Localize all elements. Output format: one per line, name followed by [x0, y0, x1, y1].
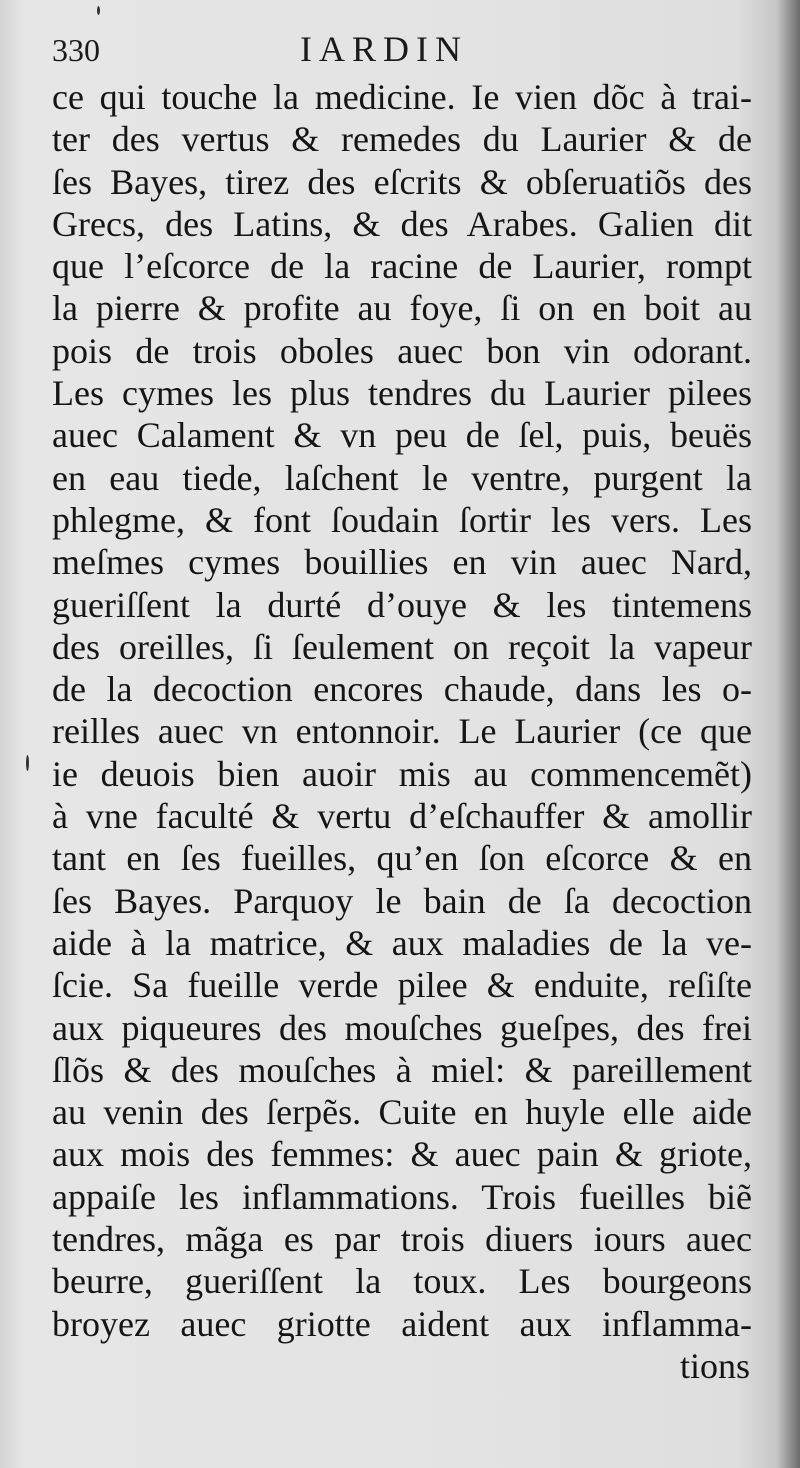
text-line: ſes Bayes, tirez des eſcrits & obſeruatiõs des: [52, 161, 752, 202]
text-line: que l’eſcorce de la racine de Laurier, rompt: [52, 246, 752, 287]
text-line: ſes Bayes. Parquoy le bain de ſa decoction: [52, 880, 752, 921]
ink-speck: [26, 755, 29, 771]
text-line: gueriſſent la durté d’ouye & les tintemens: [52, 584, 752, 625]
text-line: ce qui touche la medicine. Ie vien dõc à trai-: [52, 77, 752, 117]
text-line: beurre, gueriſſent la toux. Les bourgeons: [52, 1261, 752, 1302]
text-line: phlegme, & font ſoudain ſortir les vers. Les: [52, 499, 752, 540]
body-text: [52, 76, 752, 1387]
text-line: pois de trois oboles auec bon vin odorant.: [52, 330, 752, 371]
text-line: au venin des ſerpẽs. Cuite en huyle elle aide: [52, 1092, 752, 1133]
text-line: ſlõs & des mouſches à miel: & pareillement: [52, 1049, 752, 1090]
ink-speck: [97, 6, 100, 15]
text-line: Grecs, des Latins, & des Arabes. Galien dit: [52, 203, 752, 244]
text-line: tions: [679, 1345, 750, 1386]
text-line: en eau tiede, laſchent le ventre, purgent la: [52, 457, 752, 498]
text-line: ter des vertus & remedes du Laurier & de: [52, 119, 752, 160]
text-line: broyez auec griotte aident aux inflamma-: [52, 1303, 752, 1344]
running-head: IARDIN: [300, 29, 468, 69]
text-line: à vne faculté & vertu d’eſchauffer & amollir: [52, 796, 752, 837]
text-line: aux piqueures des mouſches gueſpes, des frei: [52, 1007, 752, 1048]
page-number: 330: [52, 32, 100, 68]
text-line: tendres, mãga es par trois diuers iours auec: [52, 1219, 752, 1260]
text-line: tant en ſes fueilles, qu’en ſon eſcorce & en: [52, 838, 752, 879]
text-line: de la decoction encores chaude, dans les o-: [52, 669, 752, 710]
text-line: meſmes cymes bouillies en vin auec Nard,: [52, 542, 752, 583]
text-line: aux mois des femmes: & auec pain & griote,: [52, 1134, 752, 1175]
text-line: des oreilles, ſi ſeulement on reçoit la vapeur: [52, 626, 752, 667]
text-line: auec Calament & vn peu de ſel, puis, beuës: [52, 415, 752, 456]
text-line: ie deuois bien auoir mis au commencemẽt): [52, 753, 752, 794]
text-line: appaiſe les inflammations. Trois fueilles biẽ: [52, 1176, 752, 1217]
text-line: la pierre & profite au foye, ſi on en boit au: [52, 288, 752, 329]
text-line: ſcie. Sa fueille verde pilee & enduite, reſiſte: [52, 965, 752, 1006]
text-line: Les cymes les plus tendres du Laurier pilees: [52, 373, 752, 414]
text-line: aide à la matrice, & aux maladies de la ve-: [52, 922, 752, 963]
text-line: reilles auec vn entonnoir. Le Laurier (ce que: [52, 711, 752, 752]
